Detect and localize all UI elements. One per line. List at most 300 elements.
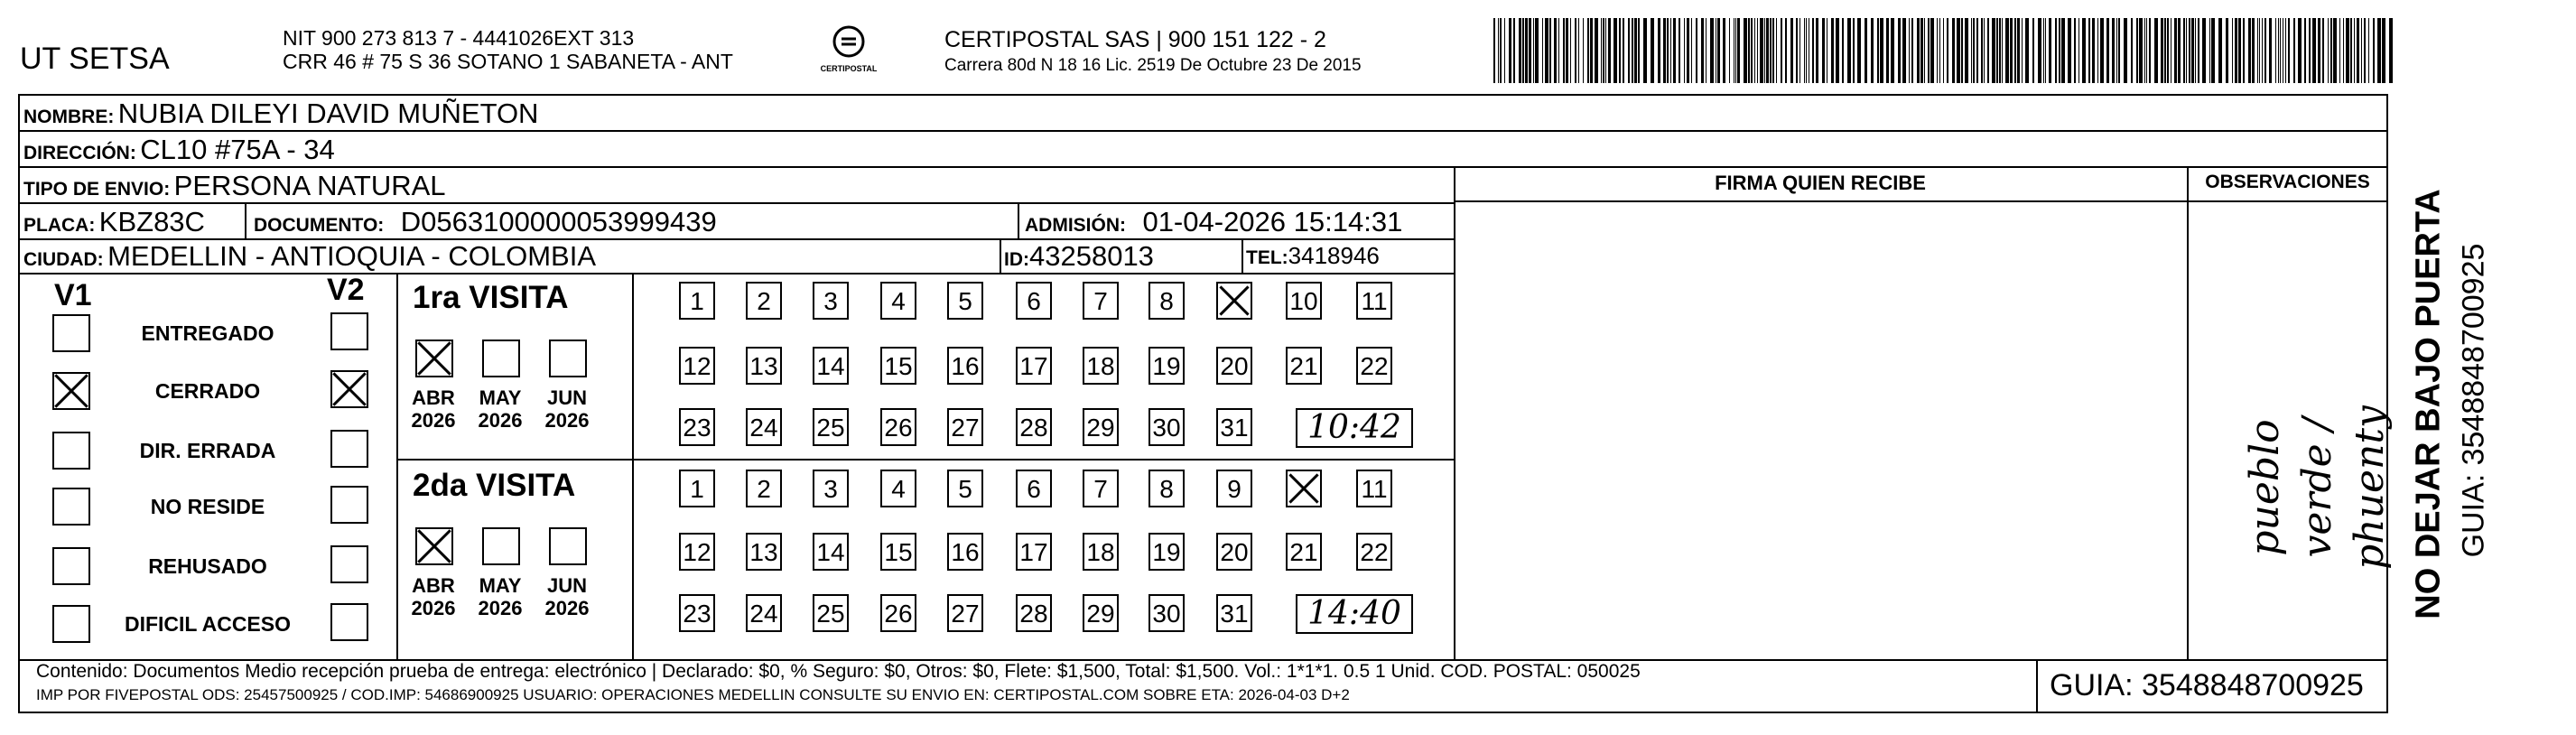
- v2-checkbox[interactable]: [330, 312, 368, 350]
- day-box[interactable]: 26: [880, 594, 916, 632]
- placa-label: PLACA:: [23, 215, 96, 236]
- month-checkbox[interactable]: [549, 527, 587, 565]
- month-year: 2026: [478, 409, 523, 432]
- barcode-bar: [2288, 18, 2290, 83]
- signature-header-divider: [1454, 200, 2388, 202]
- barcode-bar: [1638, 18, 1640, 83]
- barcode-bar: [2154, 18, 2158, 83]
- barcode-bar: [1973, 18, 1975, 83]
- barcode-bar: [2278, 18, 2279, 83]
- barcode-bar: [1965, 18, 1968, 83]
- barcode-bar: [1939, 18, 1940, 83]
- barcode-bar: [1785, 18, 1787, 83]
- barcode-bar: [1519, 18, 1521, 83]
- barcode-bar: [2149, 18, 2151, 83]
- day-box[interactable]: 24: [746, 594, 782, 632]
- v1-checkbox[interactable]: [52, 605, 90, 643]
- barcode-image: [1493, 18, 2396, 83]
- barcode-bar: [2257, 18, 2258, 83]
- barcode-bar: [1816, 18, 1818, 83]
- barcode-bar: [1757, 18, 1758, 83]
- status-label: ENTREGADO: [141, 321, 274, 345]
- month-year: 2026: [478, 597, 523, 619]
- v1-checkbox[interactable]: [52, 372, 90, 410]
- barcode-bar: [2238, 18, 2241, 83]
- barcode-bar: [2232, 18, 2233, 83]
- obs-col-divider: [2187, 166, 2189, 659]
- tipo-value: PERSONA NATURAL: [173, 170, 446, 201]
- month-label: [406, 386, 460, 432]
- barcode-bar: [1509, 18, 1511, 83]
- day-box[interactable]: 15: [880, 347, 916, 385]
- barcode-bar: [2339, 18, 2340, 83]
- barcode-bar: [1533, 18, 1534, 83]
- side-guia-wrap: [2447, 94, 2492, 713]
- barcode-bar: [1667, 18, 1669, 83]
- month-checkbox[interactable]: [549, 340, 587, 377]
- barcode-bar: [1880, 18, 1883, 83]
- month-year: 2026: [544, 409, 590, 432]
- barcode-bar: [1513, 18, 1515, 83]
- row-divider: [18, 202, 1455, 204]
- day-box[interactable]: 16: [947, 347, 983, 385]
- day-box[interactable]: 25: [813, 594, 849, 632]
- v1-checkbox[interactable]: [52, 314, 90, 352]
- barcode-bar: [2328, 18, 2329, 83]
- barcode-bar: [2304, 18, 2306, 83]
- footer-contenido: Contenido: Documentos Medio recepción prueba de entrega: electrónico | Declarado: $0, % Seguro: $0, Otros: $0, Flete: $1,500, Total: $1,500. Vol.: 1*1*1. 0.5 1 Unid. COD. POSTAL: 050025: [36, 661, 1641, 682]
- day-box[interactable]: 2: [746, 470, 782, 507]
- v1-checkbox[interactable]: [52, 488, 90, 526]
- barcode-bar: [1898, 18, 1901, 83]
- v2-checkbox[interactable]: [330, 545, 368, 583]
- barcode-bar: [1943, 18, 1944, 83]
- month-checkbox[interactable]: [415, 340, 453, 377]
- day-box[interactable]: 12: [679, 533, 715, 571]
- barcode-bar: [1566, 18, 1568, 83]
- month-checkbox[interactable]: [482, 527, 520, 565]
- obs-label: OBSERVACIONES: [2205, 172, 2370, 192]
- day-box[interactable]: 23: [679, 594, 715, 632]
- day-box[interactable]: 20: [1216, 533, 1252, 571]
- barcode-bar: [2195, 18, 2196, 83]
- barcode-bar: [1605, 18, 1606, 83]
- day-box[interactable]: 8: [1149, 470, 1185, 507]
- admision-row: [1025, 206, 1402, 238]
- day-box[interactable]: 23: [679, 408, 715, 446]
- v1-checkbox[interactable]: [52, 547, 90, 585]
- barcode-bar: [1504, 18, 1505, 83]
- barcode-bar: [1744, 18, 1747, 83]
- row-divider: [18, 130, 2388, 132]
- logo-icon: [831, 23, 867, 60]
- day-box[interactable]: 13: [746, 533, 782, 571]
- day-box[interactable]: 22: [1356, 347, 1392, 385]
- direccion-row: [23, 134, 335, 166]
- firma-label: FIRMA QUIEN RECIBE: [1715, 172, 1926, 194]
- month-name: MAY: [479, 574, 522, 597]
- day-box[interactable]: 13: [746, 347, 782, 385]
- visit2-title: 2da VISITA: [413, 468, 576, 503]
- barcode-bar: [2059, 18, 2060, 83]
- month-label: [540, 386, 594, 432]
- barcode-bar: [2043, 18, 2044, 83]
- barcode-bar: [1886, 18, 1889, 83]
- day-box[interactable]: 1: [679, 282, 715, 320]
- barcode-bar: [2061, 18, 2065, 83]
- day-box[interactable]: 2: [746, 282, 782, 320]
- barcode-bar: [2112, 18, 2115, 83]
- barcode-bar: [2097, 18, 2098, 83]
- month-year: 2026: [411, 597, 456, 619]
- barcode-bar: [2269, 18, 2272, 83]
- barcode-bar: [2377, 18, 2381, 83]
- day-box[interactable]: 9: [1216, 470, 1252, 507]
- visit-divider: [632, 273, 634, 659]
- barcode-bar: [2252, 18, 2255, 83]
- barcode-bar: [1790, 18, 1793, 83]
- barcode-bar: [1971, 18, 1972, 83]
- v2-checkbox[interactable]: [330, 430, 368, 468]
- barcode-bar: [1760, 18, 1763, 83]
- tel-value: 3418946: [1288, 242, 1380, 269]
- barcode-bar: [2298, 18, 2302, 83]
- barcode-bar: [1628, 18, 1630, 83]
- barcode-bar: [2211, 18, 2215, 83]
- barcode-bar: [2330, 18, 2332, 83]
- barcode-bar: [2017, 18, 2020, 83]
- day-box[interactable]: 29: [1083, 408, 1119, 446]
- day-box[interactable]: 3: [813, 470, 849, 507]
- day-box[interactable]: 30: [1149, 594, 1185, 632]
- day-box[interactable]: 27: [947, 594, 983, 632]
- day-box[interactable]: 6: [1016, 470, 1052, 507]
- barcode-bar: [1952, 18, 1955, 83]
- barcode-bar: [2191, 18, 2194, 83]
- barcode-bar: [2350, 18, 2352, 83]
- address-line: CRR 46 # 75 S 36 SOTANO 1 SABANETA - ANT: [283, 50, 733, 73]
- day-box[interactable]: 17: [1016, 533, 1052, 571]
- certipostal-line1: CERTIPOSTAL SAS | 900 151 122 - 2: [944, 27, 1326, 52]
- day-box[interactable]: 4: [880, 470, 916, 507]
- barcode-bar: [2243, 18, 2245, 83]
- id-row: [1004, 240, 1154, 273]
- barcode-bar: [1877, 18, 1879, 83]
- barcode-bar: [1776, 18, 1777, 83]
- day-box[interactable]: 17: [1016, 347, 1052, 385]
- barcode-bar: [1812, 18, 1814, 83]
- barcode-bar: [1857, 18, 1861, 83]
- barcode-bar: [1545, 18, 1548, 83]
- barcode-bar: [2202, 18, 2206, 83]
- barcode-bar: [1613, 18, 1617, 83]
- barcode-bar: [1754, 18, 1755, 83]
- barcode-bar: [1772, 18, 1774, 83]
- barcode-bar: [2161, 18, 2163, 83]
- barcode-bar: [2248, 18, 2251, 83]
- nombre-value: NUBIA DILEYI DAVID MUÑETON: [117, 98, 539, 129]
- day-box[interactable]: 5: [947, 470, 983, 507]
- barcode-bar: [2186, 18, 2187, 83]
- barcode-bar: [1563, 18, 1565, 83]
- barcode-bar: [1957, 18, 1960, 83]
- barcode-bar: [2259, 18, 2260, 83]
- barcode-bar: [1701, 18, 1704, 83]
- month-checkbox[interactable]: [415, 527, 453, 565]
- day-box[interactable]: 25: [813, 408, 849, 446]
- barcode-bar: [2049, 18, 2051, 83]
- day-box[interactable]: 14: [813, 533, 849, 571]
- day-box[interactable]: 31: [1216, 408, 1252, 446]
- day-box[interactable]: 30: [1149, 408, 1185, 446]
- ciudad-label: CIUDAD:: [23, 249, 104, 270]
- barcode-bar: [1831, 18, 1834, 83]
- day-box[interactable]: 16: [947, 533, 983, 571]
- placa-value: KBZ83C: [98, 206, 205, 237]
- day-box[interactable]: 4: [880, 282, 916, 320]
- cell-divider: [1000, 238, 1001, 273]
- barcode-bar: [2136, 18, 2138, 83]
- day-box[interactable]: 22: [1356, 533, 1392, 571]
- barcode-bar: [1590, 18, 1593, 83]
- barcode-bar: [1498, 18, 1499, 83]
- month-name: JUN: [546, 574, 587, 597]
- side-guia: GUIA: 3548848700925: [2456, 243, 2491, 558]
- barcode-bar: [1751, 18, 1753, 83]
- day-box[interactable]: [1216, 282, 1252, 320]
- barcode-bar: [1947, 18, 1948, 83]
- admision-value: 01-04-2026 15:14:31: [1142, 206, 1403, 237]
- barcode-bar: [2322, 18, 2324, 83]
- v2-checkbox[interactable]: [330, 370, 368, 408]
- barcode-bar: [2088, 18, 2090, 83]
- day-box[interactable]: 11: [1356, 470, 1392, 507]
- ciudad-value: MEDELLIN - ANTIOQUIA - COLOMBIA: [107, 240, 596, 272]
- barcode-bar: [1578, 18, 1579, 83]
- barcode-bar: [2005, 18, 2009, 83]
- barcode-bar: [2368, 18, 2369, 83]
- barcode-bar: [1737, 18, 1740, 83]
- barcode-bar: [2209, 18, 2210, 83]
- barcode-bar: [1984, 18, 1985, 83]
- barcode-bar: [2357, 18, 2359, 83]
- ciudad-row: [23, 240, 596, 273]
- v2-checkbox[interactable]: [330, 603, 368, 641]
- barcode-bar: [1608, 18, 1611, 83]
- status-label: DIR. ERRADA: [139, 439, 276, 462]
- nombre-label: NOMBRE:: [23, 107, 115, 127]
- barcode-bar: [1587, 18, 1589, 83]
- status-label: REHUSADO: [148, 554, 267, 578]
- cell-divider: [245, 204, 246, 238]
- barcode-bar: [1822, 18, 1825, 83]
- certipostal-logo: [813, 23, 885, 73]
- direccion-label: DIRECCIÓN:: [23, 143, 136, 163]
- day-box[interactable]: 12: [679, 347, 715, 385]
- barcode-bar: [1766, 18, 1769, 83]
- barcode-bar: [1961, 18, 1963, 83]
- day-box[interactable]: 24: [746, 408, 782, 446]
- documento-row: [254, 206, 717, 238]
- month-year: 2026: [411, 409, 456, 432]
- barcode-bar: [2235, 18, 2237, 83]
- day-box[interactable]: 5: [947, 282, 983, 320]
- id-label: ID:: [1004, 249, 1029, 270]
- barcode-bar: [2373, 18, 2375, 83]
- barcode-bar: [1673, 18, 1676, 83]
- barcode-bar: [1920, 18, 1923, 83]
- barcode-bar: [2364, 18, 2366, 83]
- barcode-bar: [1781, 18, 1782, 83]
- barcode-bar: [1643, 18, 1647, 83]
- barcode-bar: [2032, 18, 2034, 83]
- day-box[interactable]: 28: [1016, 408, 1052, 446]
- barcode-bar: [2164, 18, 2166, 83]
- day-box[interactable]: 7: [1083, 470, 1119, 507]
- day-box[interactable]: 18: [1083, 533, 1119, 571]
- day-box[interactable]: 31: [1216, 594, 1252, 632]
- visit-time-handwritten: 10:42: [1296, 408, 1413, 448]
- barcode-bar: [1619, 18, 1621, 83]
- barcode-bar: [2178, 18, 2181, 83]
- barcode-bar: [1976, 18, 1978, 83]
- nombre-row: [23, 98, 538, 130]
- barcode-bar: [1575, 18, 1576, 83]
- day-box[interactable]: 29: [1083, 594, 1119, 632]
- barcode-bar: [1679, 18, 1680, 83]
- barcode-bar: [1891, 18, 1894, 83]
- day-box[interactable]: 21: [1286, 347, 1322, 385]
- month-name: MAY: [479, 386, 522, 409]
- barcode-bar: [1658, 18, 1660, 83]
- day-box[interactable]: 21: [1286, 533, 1322, 571]
- direccion-value: CL10 #75A - 34: [140, 134, 335, 165]
- day-box[interactable]: 3: [813, 282, 849, 320]
- barcode-bar: [2078, 18, 2079, 83]
- day-box[interactable]: 19: [1149, 347, 1185, 385]
- barcode-bar: [2118, 18, 2120, 83]
- day-box[interactable]: 6: [1016, 282, 1052, 320]
- day-box[interactable]: 28: [1016, 594, 1052, 632]
- visit-time-handwritten: 14:40: [1296, 594, 1413, 634]
- barcode-bar: [2106, 18, 2109, 83]
- barcode-bar: [1634, 18, 1637, 83]
- barcode-bar: [2312, 18, 2316, 83]
- barcode-bar: [1729, 18, 1730, 83]
- barcode-bar: [1696, 18, 1697, 83]
- barcode-bar: [2218, 18, 2222, 83]
- barcode-bar: [2285, 18, 2286, 83]
- barcode-bar: [2354, 18, 2355, 83]
- barcode-bar: [2092, 18, 2095, 83]
- barcode-bar: [1917, 18, 1920, 83]
- barcode-bar: [1911, 18, 1913, 83]
- certipostal-line2: Carrera 80d N 18 16 Lic. 2519 De Octubre 23 De 2015: [944, 56, 1362, 75]
- barcode-bar: [1554, 18, 1557, 83]
- status-divider: [396, 273, 398, 659]
- barcode-bar: [2183, 18, 2185, 83]
- barcode-bar: [2309, 18, 2311, 83]
- barcode-bar: [2100, 18, 2104, 83]
- v2-checkbox[interactable]: [330, 486, 368, 524]
- barcode-bar: [2198, 18, 2199, 83]
- barcode-bar: [2139, 18, 2143, 83]
- admision-label: ADMISIÓN:: [1025, 215, 1126, 236]
- barcode-bar: [1623, 18, 1624, 83]
- row-divider: [18, 166, 2388, 168]
- barcode-bar: [2382, 18, 2385, 83]
- month-checkbox[interactable]: [482, 340, 520, 377]
- v2-label: V2: [327, 273, 365, 307]
- barcode-bar: [2167, 18, 2169, 83]
- month-name: ABR: [412, 386, 455, 409]
- barcode-bar: [2275, 18, 2276, 83]
- barcode-bar: [1804, 18, 1805, 83]
- barcode-bar: [2022, 18, 2023, 83]
- day-box[interactable]: 19: [1149, 533, 1185, 571]
- v1-checkbox[interactable]: [52, 432, 90, 470]
- day-box[interactable]: 26: [880, 408, 916, 446]
- barcode-bar: [1981, 18, 1983, 83]
- day-box[interactable]: 7: [1083, 282, 1119, 320]
- barcode-bar: [1992, 18, 1995, 83]
- barcode-bar: [1603, 18, 1604, 83]
- documento-label: DOCUMENTO:: [254, 215, 385, 236]
- day-box[interactable]: 14: [813, 347, 849, 385]
- day-box[interactable]: 10: [1286, 282, 1322, 320]
- barcode-bar: [2116, 18, 2117, 83]
- barcode-bar: [1987, 18, 1989, 83]
- barcode-bar: [1930, 18, 1934, 83]
- barcode-bar: [2333, 18, 2337, 83]
- barcode-bar: [2124, 18, 2127, 83]
- barcode-bar: [1529, 18, 1531, 83]
- v1-label: V1: [54, 278, 92, 312]
- barcode-bar: [1549, 18, 1551, 83]
- day-box[interactable]: 8: [1149, 282, 1185, 320]
- barcode-bar: [1710, 18, 1714, 83]
- barcode-bar: [1924, 18, 1925, 83]
- status-label: NO RESIDE: [150, 495, 265, 518]
- barcode-bar: [1799, 18, 1800, 83]
- barcode-bar: [1937, 18, 1938, 83]
- barcode-bar: [2343, 18, 2344, 83]
- barcode-bar: [1601, 18, 1602, 83]
- barcode-bar: [1535, 18, 1539, 83]
- month-label: [540, 574, 594, 619]
- day-box[interactable]: 18: [1083, 347, 1119, 385]
- barcode-bar: [1909, 18, 1910, 83]
- day-box[interactable]: 1: [679, 470, 715, 507]
- barcode-bar: [2146, 18, 2147, 83]
- barcode-bar: [2318, 18, 2320, 83]
- day-box[interactable]: 15: [880, 533, 916, 571]
- day-box[interactable]: 11: [1356, 282, 1392, 320]
- barcode-bar: [1806, 18, 1807, 83]
- barcode-bar: [2010, 18, 2013, 83]
- barcode-bar: [1493, 18, 1495, 83]
- barcode-bar: [1723, 18, 1725, 83]
- obs-handwriting: pueblo verde / phuenty: [2242, 405, 2393, 570]
- barcode-bar: [1717, 18, 1720, 83]
- barcode-bar: [1928, 18, 1930, 83]
- day-box[interactable]: 20: [1216, 347, 1252, 385]
- barcode-bar: [1663, 18, 1666, 83]
- day-box[interactable]: 27: [947, 408, 983, 446]
- side-warning: NO DEJAR BAJO PUERTA: [2409, 189, 2448, 619]
- barcode-bar: [1583, 18, 1584, 83]
- day-box[interactable]: [1286, 470, 1322, 507]
